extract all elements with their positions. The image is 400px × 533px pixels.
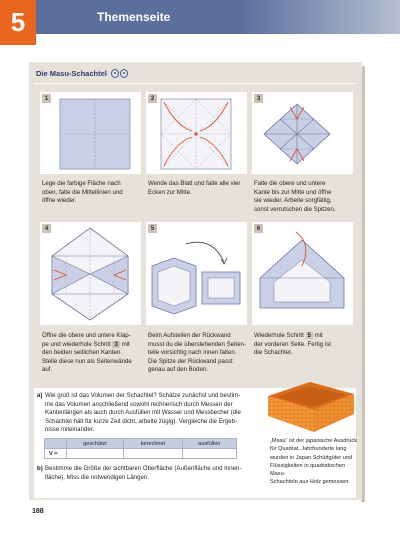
step-panel-6: [252, 222, 353, 325]
task-a: a) Wie groß ist das Volumen der Schachtel? Schätze zunächst und bestim- me das Volumen anschließend sowohl rechnerisch durch Messen der Kantenlängen als auch durch Ausfüllen mit Wasser und Messbecher (die Schachtel hält für kurze Zeit dicht, arbeite zügig). Vergleiche die Ergeb- nisse miteinander.: [37, 392, 241, 434]
chapter-number: 5: [0, 0, 36, 45]
step-number: 2: [148, 94, 157, 103]
table-header: berechnet: [124, 439, 183, 449]
masu-note: „Masu“ ist der japanische Ausdruck für Quadrat. Jahrhunderte lang wurden in Japan Schüttgüter und Flüssigkeiten in quadratischen Masu- Schachteln aus Holz gemessen.: [270, 438, 358, 486]
difficulty-icon: [111, 69, 129, 78]
step-6-diagram: [252, 222, 353, 325]
title-divider: [34, 83, 356, 84]
table-cell[interactable]: [67, 449, 124, 459]
page-title: Themenseite: [97, 10, 171, 24]
step-1-text: Lege die farbige Fläche nach oben, falte die Mittellinien und öffne wieder.: [42, 180, 123, 205]
step-2-diagram: [146, 92, 247, 174]
page-number: 188: [32, 508, 44, 515]
header-bar: [0, 0, 400, 34]
table-header: ausfüllen: [182, 439, 236, 449]
step-panel-1: [40, 92, 141, 174]
step-5-text: Beim Aufstellen der Rückwand musst du die überstehenden Seiten- teile vorsichtig nach innen falten. Die Spitze der Rückwand passt genau auf den Boden.: [148, 332, 246, 374]
masu-box-photo: [262, 378, 362, 436]
volume-table: [44, 438, 237, 459]
step-2-text: Wende das Blatt und falte alle vier Ecken zur Mitte.: [148, 180, 241, 196]
step-number: 3: [254, 94, 263, 103]
step-number: 6: [254, 224, 263, 233]
step-4-diagram: [40, 222, 141, 325]
step-panel-3: [252, 92, 353, 174]
step-6-text: Wiederhole Schritt 5 mit der vorderen Seite. Fertig ist die Schachtel.: [254, 332, 331, 357]
table-row-label: V =: [45, 449, 67, 459]
step-3-text: Falte die obere und untere Kante bis zur Mitte und öffne sie wieder. Arbeite sorgfältig, sonst verrutschen die Spitzen.: [254, 180, 336, 213]
table-cell[interactable]: [124, 449, 183, 459]
table-header: geschätzt: [67, 439, 124, 449]
step-1-diagram: [40, 92, 141, 174]
step-panel-4: [40, 222, 141, 325]
step-4-text: Öffne die obere und untere Klap- pe und wiederhole Schritt 3 mit den beiden seitlichen Kanten. Stelle diese nun als Seitenwände auf.: [42, 332, 132, 374]
table-cell[interactable]: [182, 449, 236, 459]
card-title-row: [36, 66, 129, 80]
step-number: 5: [148, 224, 157, 233]
card-title: Die Masu-Schachtel: [36, 68, 107, 78]
task-b: b) Bestimme die Größe der sichtbaren Oberfläche (Außenfläche und Innen- fläche). Miss die notwendigen Längen.: [37, 465, 242, 481]
step-panel-5: [146, 222, 247, 325]
step-number: 1: [42, 94, 51, 103]
step-panel-2: [146, 92, 247, 174]
table-header: [45, 439, 67, 449]
step-5-diagram: [146, 222, 247, 325]
step-number: 4: [42, 224, 51, 233]
step-3-diagram: [252, 92, 353, 174]
